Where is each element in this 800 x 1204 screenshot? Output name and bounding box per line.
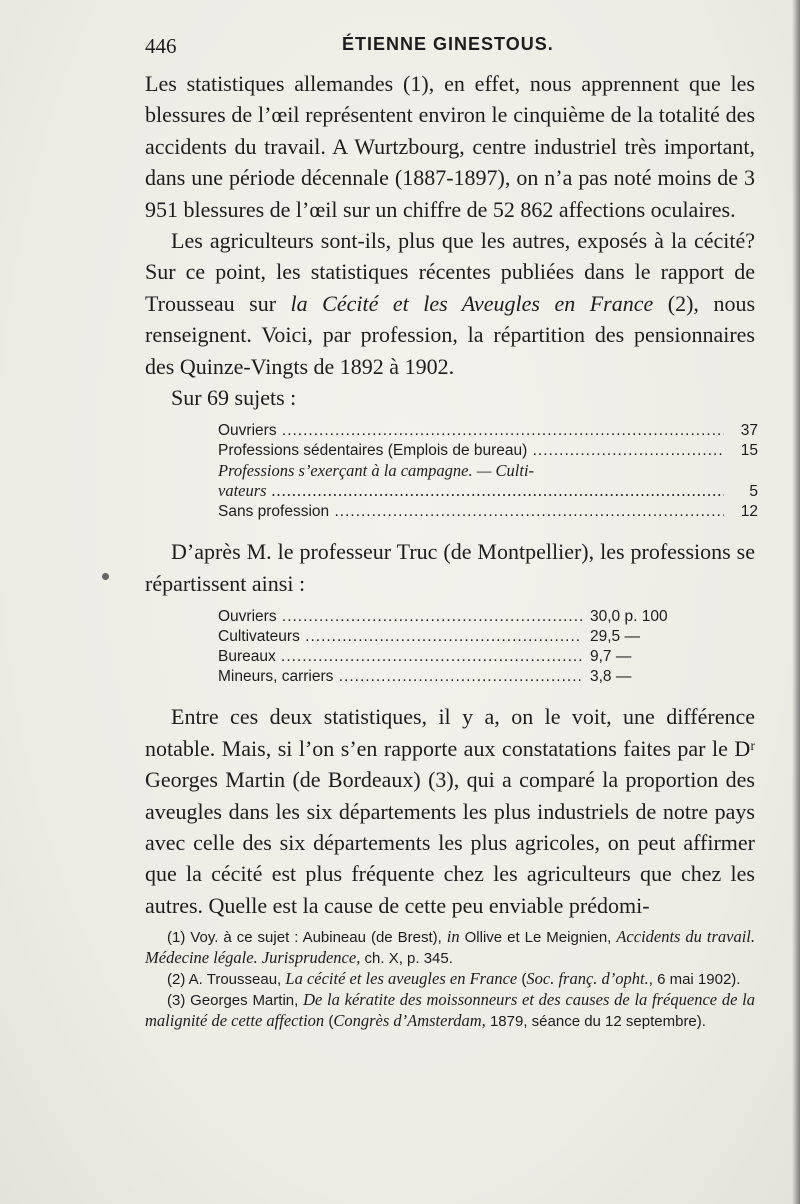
list-item-value: 29,5 — bbox=[590, 628, 640, 646]
footnote-text: 1879, séance du 12 septembre). bbox=[485, 1013, 706, 1031]
footnote-3 bbox=[145, 990, 755, 1032]
list-item-value: 12 bbox=[740, 503, 758, 521]
footnotes bbox=[145, 927, 755, 1032]
list-item-label: Ouvriers ..... bbox=[218, 607, 582, 627]
list-item-label-line1: Professions s’exerçant à la campagne. — Culti- bbox=[218, 461, 535, 481]
page-edge-shadow bbox=[792, 0, 800, 1204]
list-item-value: 30,0 p. 100 bbox=[590, 608, 668, 626]
profession-list-2 bbox=[218, 607, 700, 687]
margin-dot bbox=[102, 573, 109, 580]
list-item-label: vateurs ..... bbox=[218, 481, 724, 501]
footnote-1 bbox=[145, 927, 755, 969]
footnote-text: ( bbox=[324, 1013, 334, 1031]
footnote-italic: Accidents du travail. Médecine légale. Jurisprudence, bbox=[145, 927, 756, 968]
list-item-label: Professions sédentaires (Emplois de bureau) ..... bbox=[218, 441, 724, 461]
footnote-text: (1) Voy. à ce sujet : Aubineau (de Brest), bbox=[167, 929, 447, 947]
footnote-text: ( bbox=[517, 971, 527, 989]
list-item-value: 15 bbox=[740, 442, 758, 460]
footnote-2 bbox=[145, 969, 755, 990]
page-body bbox=[145, 68, 758, 1032]
list-item-value: 9,7 — bbox=[590, 648, 632, 666]
paragraph-3: Sur 69 sujets : bbox=[171, 385, 297, 411]
list-item bbox=[218, 481, 758, 502]
paragraph-4: D’après M. le professeur Truc (de Montpellier), les professions se répartissent ainsi : bbox=[145, 539, 755, 596]
list-item-value: 5 bbox=[749, 483, 758, 501]
list-item-label: Ouvriers ..... bbox=[218, 421, 724, 441]
list-item bbox=[218, 667, 700, 687]
page-header bbox=[145, 34, 755, 62]
page-number: 446 bbox=[145, 34, 177, 58]
running-head: ÉTIENNE GINESTOUS. bbox=[342, 34, 554, 54]
paragraph-2 bbox=[145, 225, 755, 382]
list-item bbox=[218, 441, 758, 461]
list-item-label: Sans profession ..... bbox=[218, 502, 724, 522]
footnote-italic: De la kératite des moissonneurs et des causes de la fréquence de la malignité de cette affection bbox=[145, 990, 755, 1031]
paragraph-5: Entre ces deux statistiques, il y a, on le voit, une différence notable. Mais, si l’on s’en rapporte aux constatations faites par le Dʳ Georges Martin (de Bordeaux) (3), qui a comparé la proportion des aveugles dans les six départements les plus industriels de notre pays avec celle des six départements les plus agricoles, on peut affirmer que la cécité est plus fréquente chez les agriculteurs que chez les autres. Quelle est la cause de cette peu enviable prédomi- bbox=[145, 704, 755, 918]
list-item bbox=[218, 421, 758, 441]
footnote-italic: La cécité et les aveugles en France bbox=[285, 969, 518, 989]
footnote-text: , 6 mai 1902). bbox=[648, 971, 741, 989]
footnote-italic: Congrès d’Amsterdam, bbox=[333, 1011, 486, 1031]
footnote-text: (2) A. Trousseau, bbox=[167, 971, 286, 989]
list-item bbox=[218, 502, 758, 522]
list-item-value: 37 bbox=[740, 422, 758, 440]
footnote-text: (3) Georges Martin, bbox=[167, 992, 304, 1010]
list-item bbox=[218, 647, 700, 667]
footnote-italic: in bbox=[446, 927, 460, 947]
paragraph-2-text-a: Les agriculteurs sont-ils, plus que les autres, exposés à la cécité? Sur ce point, les statistiques récentes publiées dans le rapport de Trousseau sur bbox=[145, 228, 755, 316]
list-item bbox=[218, 627, 700, 647]
list-item-label: Cultivateurs ..... bbox=[218, 627, 582, 647]
list-item bbox=[218, 607, 700, 627]
footnote-text: Ollive et Le Meignien, bbox=[459, 929, 617, 947]
list-item-label: Bureaux ..... bbox=[218, 647, 582, 667]
paragraph-2-text-b: (2), nous renseignent. Voici, par profession, la répartition des pensionnaires des Quinze-Vingts de 1892 à 1902. bbox=[145, 290, 756, 379]
paragraph-2-book-title: la Cécité et les Aveugles en France bbox=[290, 290, 654, 316]
list-item-label: Mineurs, carriers ..... bbox=[218, 667, 582, 687]
footnote-italic: Soc. franç. d’opht. bbox=[526, 969, 649, 989]
profession-list-1 bbox=[218, 421, 758, 522]
footnote-text: ch. X, p. 345. bbox=[360, 950, 453, 968]
list-item-value: 3,8 — bbox=[590, 668, 632, 686]
paragraph-1: Les statistiques allemandes (1), en effet, nous apprennent que les blessures de l’œil représentent environ le cinquième de la totalité des accidents du travail. A Wurtzbourg, centre industriel très important, dans une période décennale (1887-1897), on n’a pas noté moins de 3 951 blessures de l’œil sur un chiffre de 52 862 affections oculaires. bbox=[145, 71, 755, 222]
